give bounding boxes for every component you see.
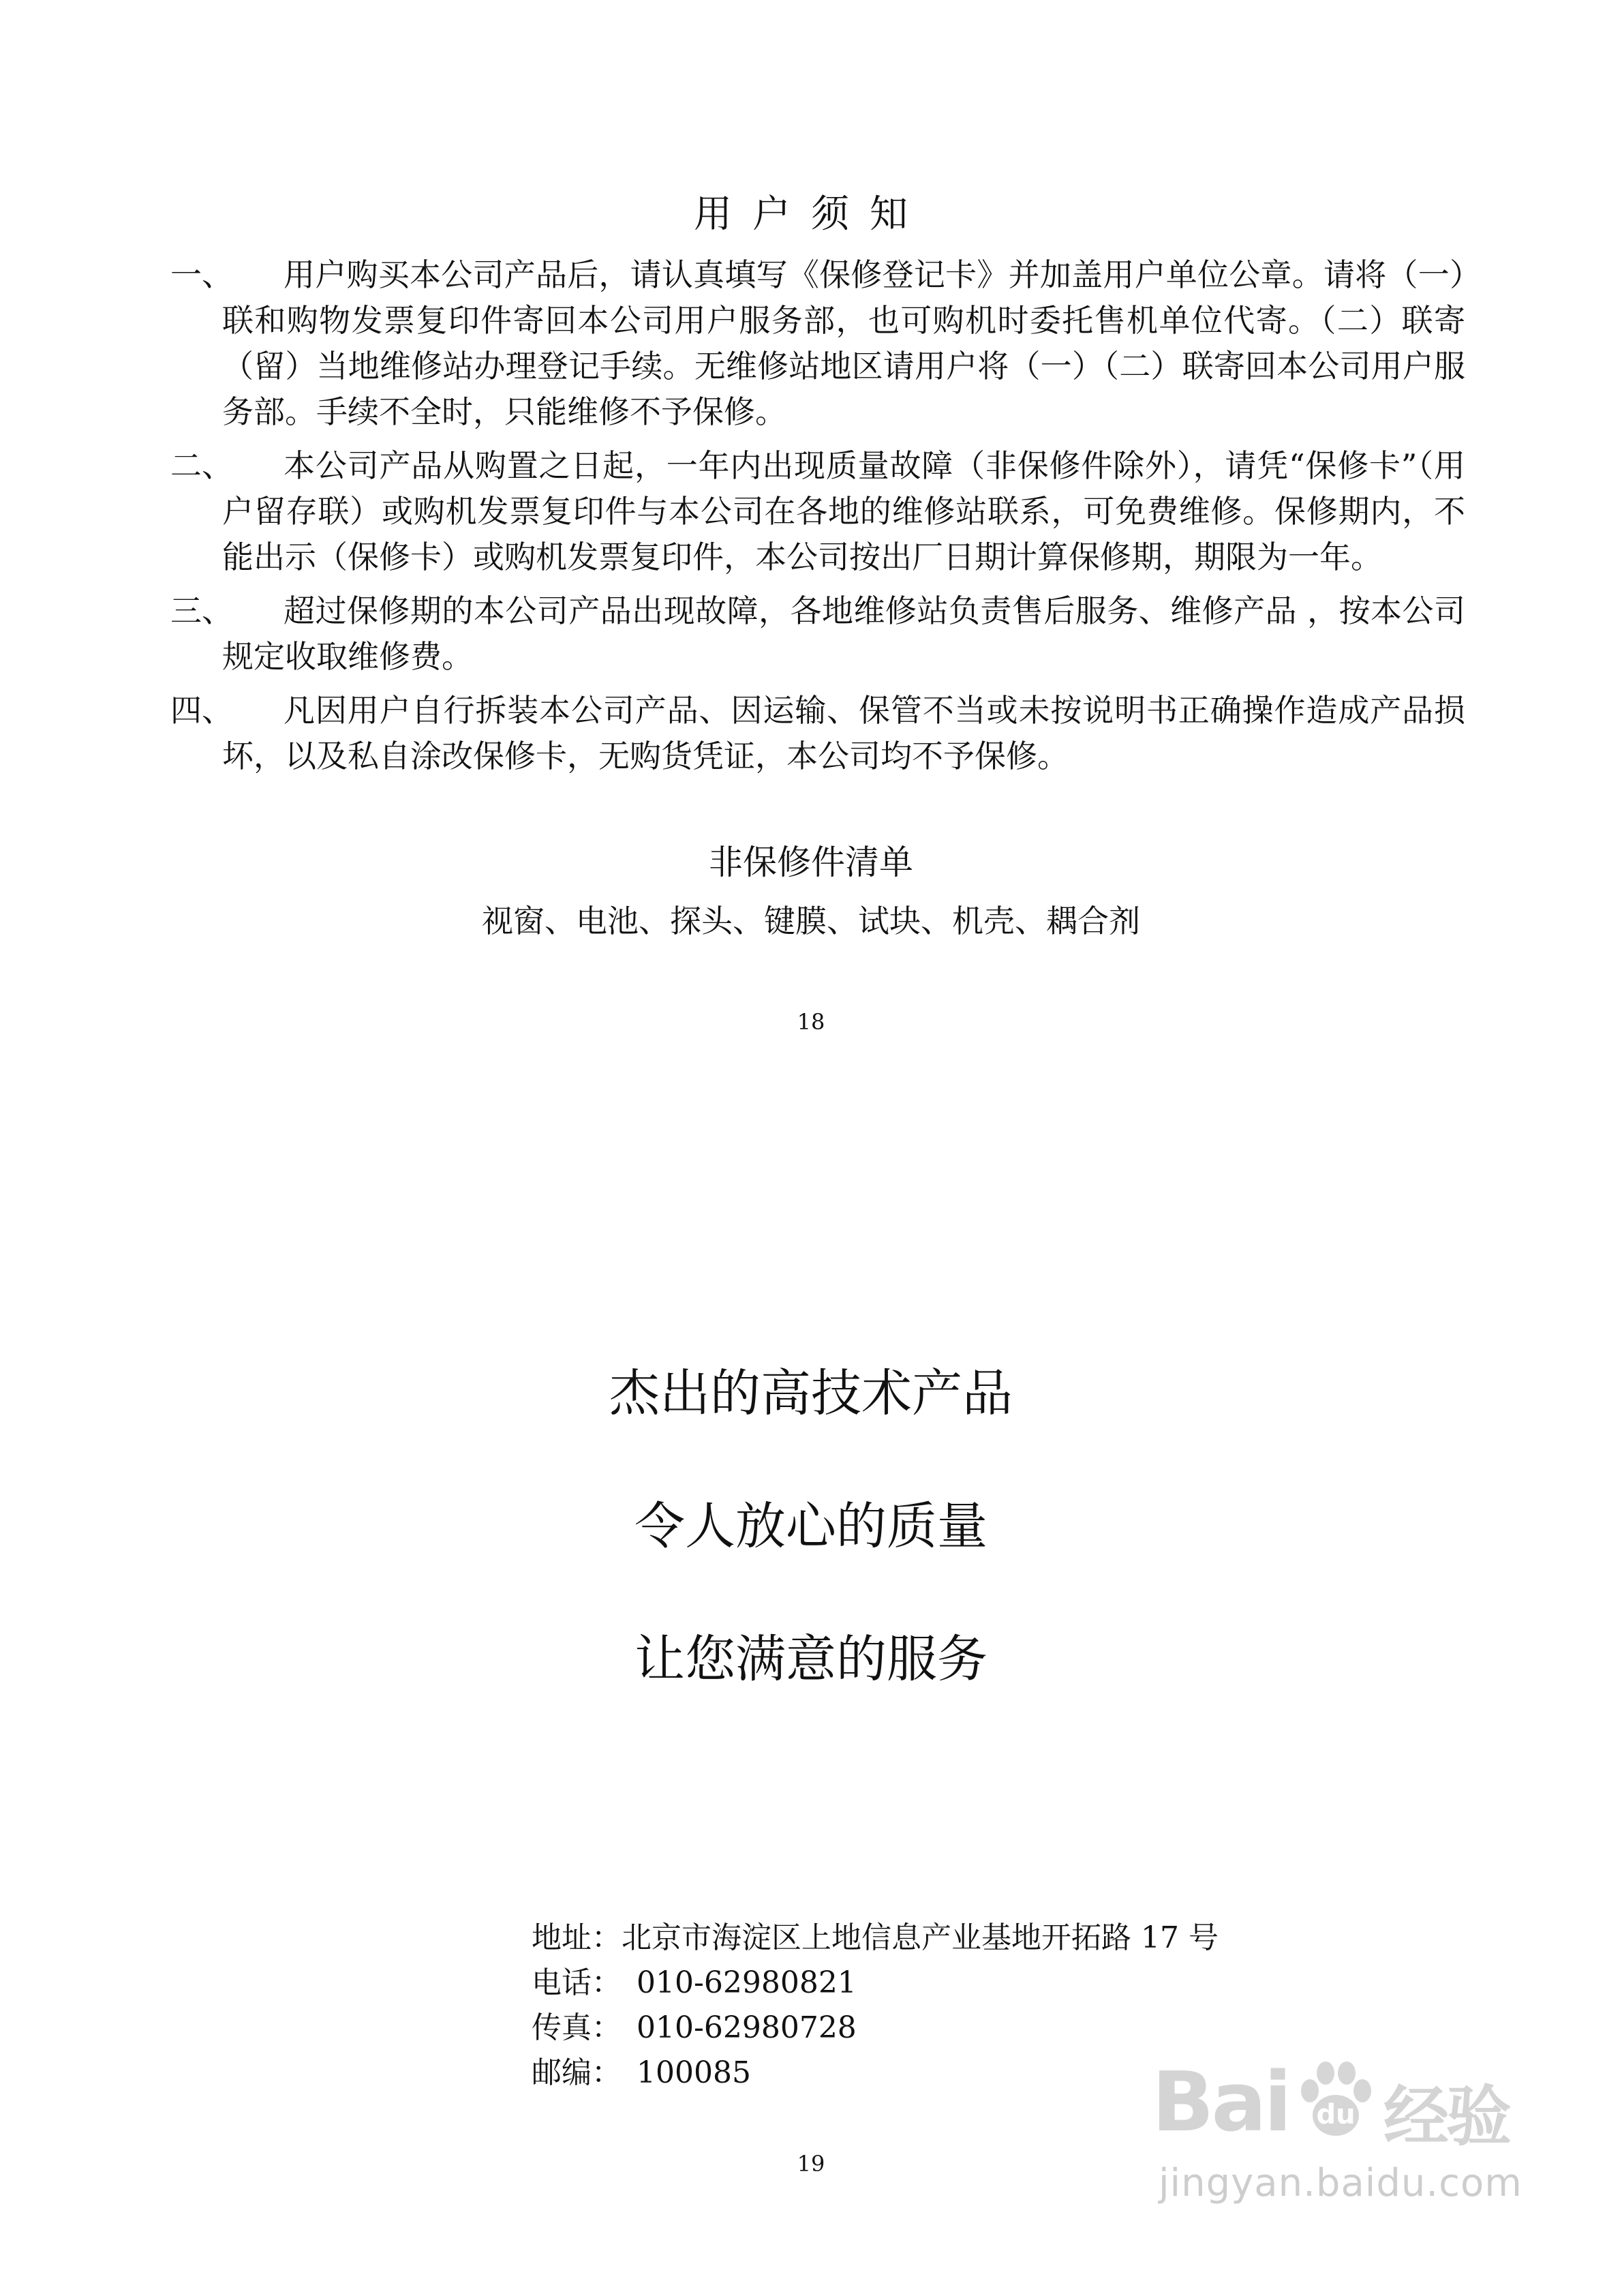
page-title: 用户须知 [694,192,928,237]
notice-item-text: 超过保修期的本公司产品出现故障，各地维修站负责售后服务、维修产品 ，按本公司规定收取维修费。 [222,592,1465,675]
address-value: 北京市海淀区上地信息产业基地开拓路 17 号 [622,1920,1219,1955]
watermark-logo-text-2: 经验 [1383,2079,1509,2155]
notice-item-number: 三、 [170,592,233,629]
contact-block [532,1916,1219,2096]
notice-item [170,688,1465,779]
watermark-url: jingyan.baidu.com [1159,2161,1522,2205]
fax-label: 传真： [532,2010,622,2045]
notice-item [170,588,1465,680]
non-warranty-items: 视窗、电池、探头、键膜、试块、机壳、耦合剂 [482,903,1140,939]
phone-value: 010-62980821 [637,1965,857,2000]
postcode-value: 100085 [637,2055,751,2090]
notice-item-number: 二、 [170,447,233,484]
paw-icon [1295,2055,1377,2144]
fax-row [532,2006,1219,2051]
notice-item-text: 用户购买本公司产品后，请认真填写《保修登记卡》并加盖用户单位公章。请将（一）联和购物发票复印件寄回本公司用户服务部，也可购机时委托售机单位代寄。（二）联寄（留）当地维修站办理登记手续。无维修站地区请用户将（一）（二）联寄回本公司用户服务部。手续不全时，只能维修不予保修。 [222,256,1465,430]
slogan-line: 令人放心的质量 [634,1497,988,1556]
non-warranty-title: 非保修件清单 [709,843,913,882]
notice-item-number: 四、 [170,692,233,729]
phone-label: 电话： [532,1965,622,2000]
postcode-label: 邮编： [532,2055,622,2090]
notice-item-text: 本公司产品从购置之日起，一年内出现质量故障（非保修件除外），请凭“保修卡”（用户留存联）或购机发票复印件与本公司在各地的维修站联系，可免费维修。保修期内，不能出示（保修卡）或购机发票复印件，本公司按出厂日期计算保修期，期限为一年。 [222,447,1465,575]
baidu-jingyan-watermark [1152,2055,1561,2212]
page-number: 18 [797,1009,825,1035]
phone-row [532,1961,1219,2006]
address-row [532,1916,1219,1961]
notice-item [170,443,1465,580]
notice-item-text: 凡因用户自行拆装本公司产品、因运输、保管不当或未按说明书正确操作造成产品损坏，以及私自涂改保修卡，无购货凭证，本公司均不予保修。 [222,692,1465,774]
notice-item [170,252,1465,435]
fax-value: 010-62980728 [637,2010,857,2045]
watermark-logo-text: Bai [1152,2055,1289,2150]
slogan-line: 让您满意的服务 [634,1630,988,1689]
page-number: 19 [797,2151,825,2177]
notice-list [170,252,1465,787]
address-label: 地址： [532,1920,622,1955]
postcode-row [532,2051,1219,2096]
slogan-line: 杰出的高技术产品 [609,1364,1013,1423]
notice-item-number: 一、 [170,256,233,293]
svg-text:du: du [1316,2099,1356,2130]
